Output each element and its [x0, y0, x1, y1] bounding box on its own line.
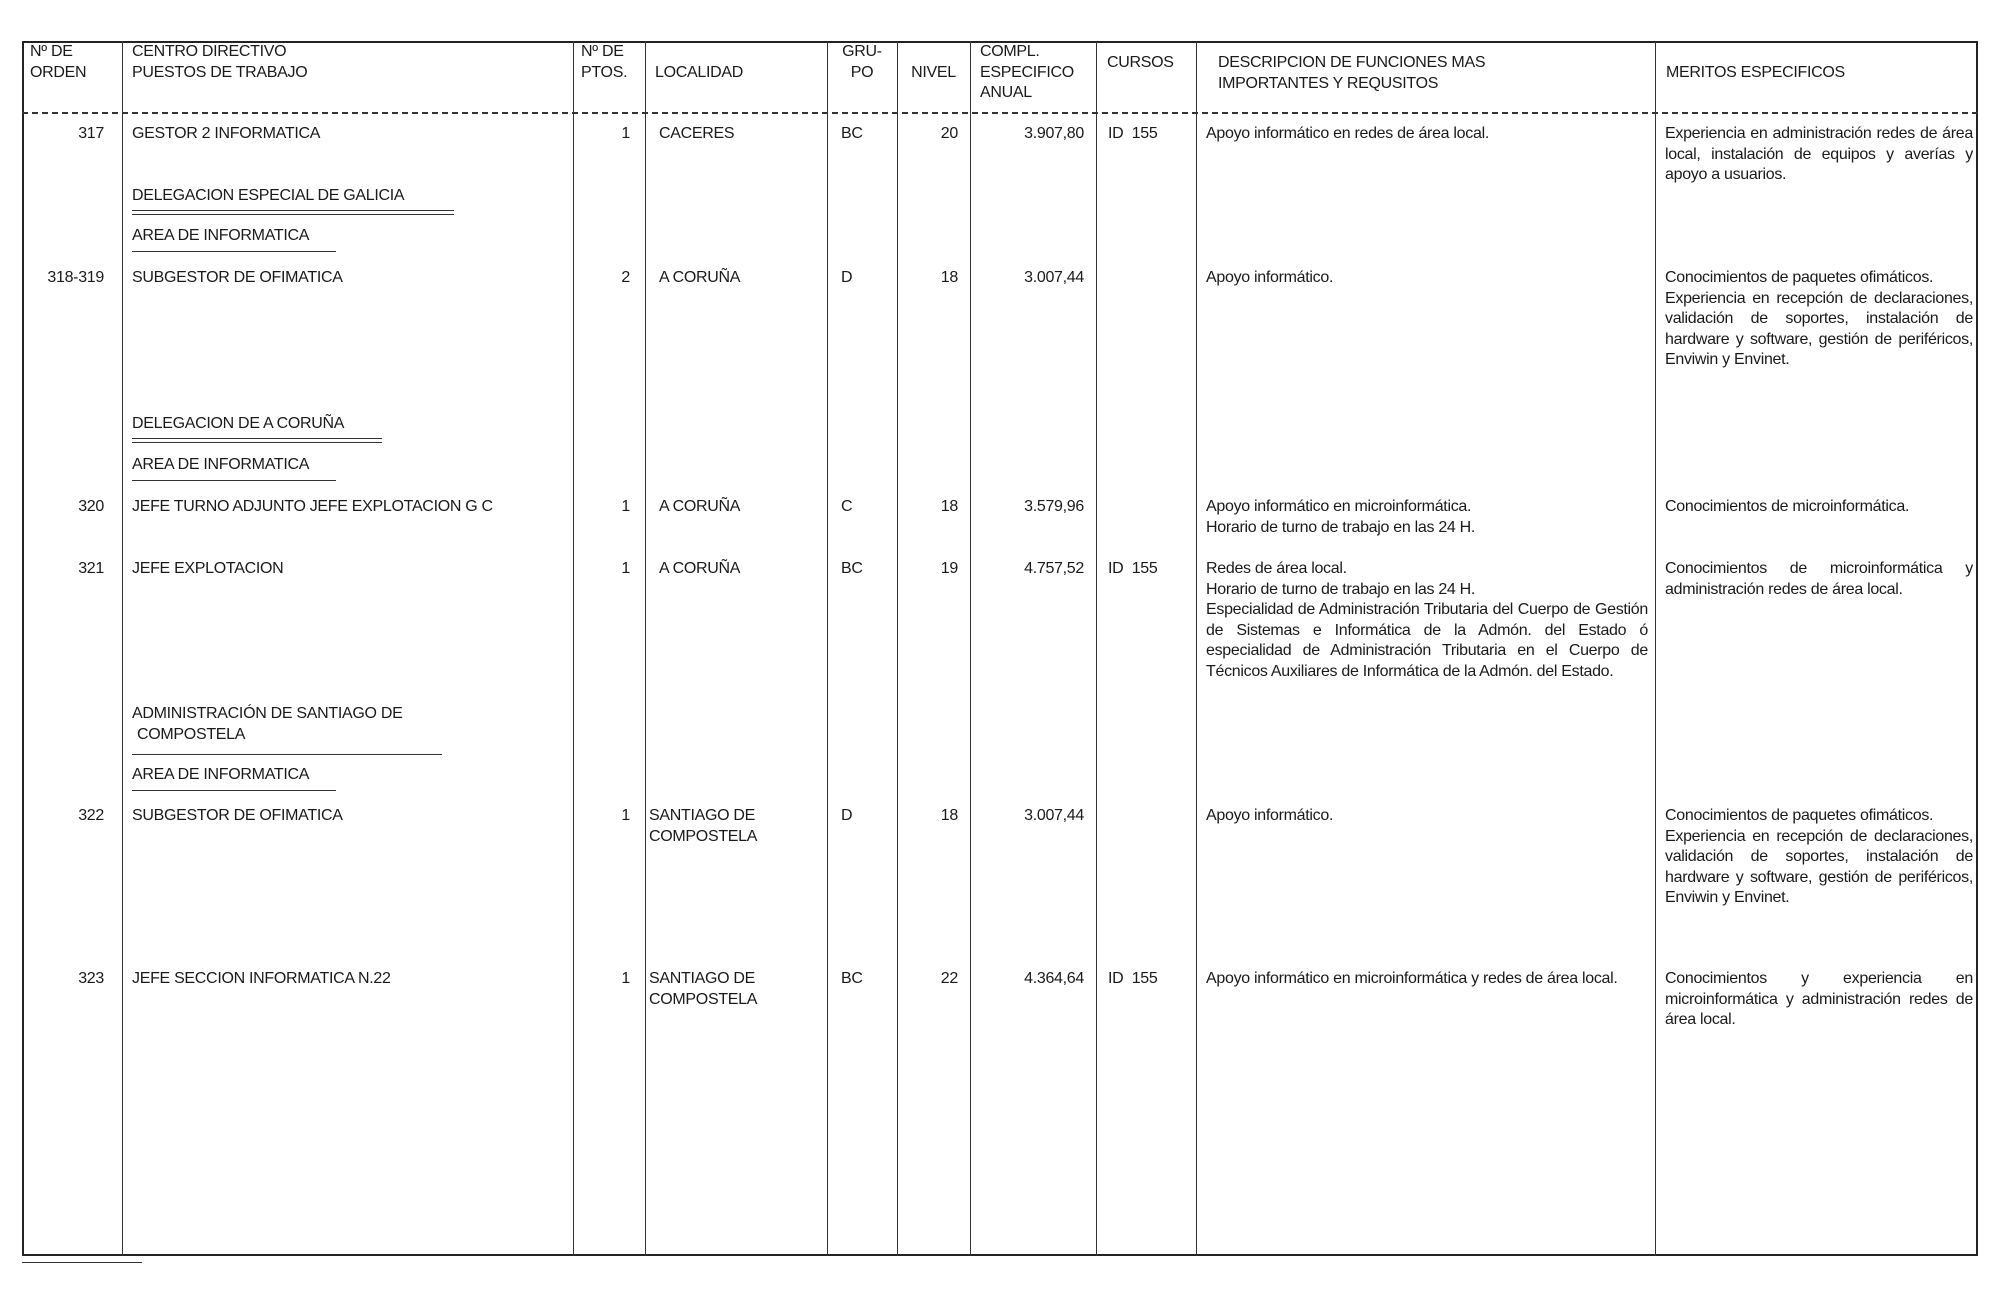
header-text: DESCRIPCION DE FUNCIONES MAS	[1218, 54, 1486, 71]
cell-descripcion	[1206, 806, 1648, 827]
column-divider	[122, 41, 123, 1256]
underline	[132, 754, 442, 755]
column-divider	[897, 41, 898, 1256]
cell-cursos: ID 155	[1108, 560, 1158, 577]
cell-localidad	[649, 969, 757, 1010]
meritos-paragraph: Conocimientos de paquetes ofimáticos.	[1665, 269, 1934, 286]
meritos-paragraph: Experiencia en recepción de declaraciones, validación de soportes, instalación de hardware y software, gestión de periféricos, Enviwin y Envinet.	[1665, 289, 1973, 368]
cell-puesto: SUBGESTOR DE OFIMATICA	[132, 269, 343, 286]
cell-nivel: 18	[940, 807, 958, 824]
header-text: PUESTOS DE TRABAJO	[132, 63, 308, 81]
column-divider	[645, 41, 646, 1256]
header-meritos: MERITOS ESPECIFICOS	[1666, 64, 1845, 81]
cell-orden: 322	[78, 807, 104, 824]
cell-grupo: C	[841, 498, 853, 515]
cell-cursos: ID 155	[1108, 125, 1158, 142]
header-localidad: LOCALIDAD	[655, 64, 743, 81]
column-divider	[1655, 41, 1656, 1256]
cell-meritos	[1665, 806, 1973, 909]
cell-localidad: A CORUÑA	[659, 269, 741, 286]
header-centro	[132, 42, 307, 83]
section-coruna: DELEGACION DE A CORUÑA	[132, 415, 345, 432]
cell-localidad: CACERES	[659, 125, 735, 142]
descripcion-paragraph: Apoyo informático.	[1206, 807, 1334, 824]
header-compl	[980, 42, 1074, 104]
localidad-line: SANTIAGO DE	[649, 807, 756, 824]
cell-puesto: SUBGESTOR DE OFIMATICA	[132, 807, 343, 824]
cell-nivel: 18	[940, 269, 958, 286]
descripcion-paragraph: Apoyo informático en microinformática y redes de área local.	[1206, 970, 1618, 987]
cell-orden: 320	[78, 498, 104, 515]
cell-ptos: 1	[621, 970, 630, 987]
cell-grupo: BC	[841, 560, 863, 577]
cell-compl: 4.364,64	[1024, 970, 1084, 987]
meritos-paragraph: Conocimientos y experiencia en microinformática y administración redes de área local.	[1665, 970, 1973, 1028]
descripcion-paragraph: Apoyo informático en redes de área local.	[1206, 125, 1489, 142]
column-divider	[1096, 41, 1097, 1256]
header-text: ORDEN	[30, 63, 87, 81]
meritos-paragraph: Conocimientos de microinformática y administración redes de área local.	[1665, 560, 1973, 598]
cell-compl: 3.007,44	[1024, 269, 1084, 286]
cell-grupo: D	[841, 269, 853, 286]
underline	[132, 480, 336, 481]
localidad-line: COMPOSTELA	[649, 827, 758, 845]
double-underline	[132, 438, 382, 443]
cell-compl: 3.007,44	[1024, 807, 1084, 824]
cell-descripcion	[1206, 497, 1648, 538]
descripcion-paragraph: Especialidad de Administración Tributaria del Cuerpo de Gestión de Sistemas e Informática de la Admón. del Estado ó especialidad de Administración Tributaria en el Cuerpo de Técnicos Auxiliares de Informática de la Admón. del Estado.	[1206, 601, 1648, 680]
underline	[132, 251, 336, 252]
cell-compl: 3.907,80	[1024, 125, 1084, 142]
header-text: IMPORTANTES Y REQUSITOS	[1218, 74, 1439, 92]
cell-orden: 321	[78, 560, 104, 577]
cell-localidad: A CORUÑA	[659, 498, 741, 515]
header-text: ESPECIFICO	[980, 63, 1074, 81]
cell-ptos: 1	[621, 807, 630, 824]
double-underline	[132, 210, 454, 215]
cell-compl: 4.757,52	[1024, 560, 1084, 577]
cell-localidad	[649, 806, 757, 847]
header-text: ANUAL	[980, 84, 1032, 101]
cell-orden: 318-319	[47, 269, 104, 286]
cell-grupo: BC	[841, 970, 863, 987]
localidad-line: SANTIAGO DE	[649, 970, 756, 987]
header-divider	[22, 112, 1978, 114]
cell-orden: 317	[78, 125, 104, 142]
cell-localidad: A CORUÑA	[659, 560, 741, 577]
section-santiago	[132, 704, 402, 745]
cell-descripcion	[1206, 124, 1648, 145]
header-orden	[30, 42, 86, 83]
cell-ptos: 2	[621, 269, 630, 286]
header-text: Nº DE	[30, 43, 73, 60]
header-text: COMPL.	[980, 43, 1040, 60]
section-galicia-area: AREA DE INFORMATICA	[132, 227, 310, 244]
descripcion-paragraph: Apoyo informático.	[1206, 269, 1334, 286]
meritos-paragraph: Conocimientos de paquetes ofimáticos.	[1665, 807, 1934, 824]
cell-meritos	[1665, 124, 1973, 186]
column-divider	[970, 41, 971, 1256]
meritos-paragraph: Conocimientos de microinformática.	[1665, 498, 1910, 515]
section-galicia: DELEGACION ESPECIAL DE GALICIA	[132, 187, 405, 204]
cell-descripcion	[1206, 969, 1648, 990]
cell-ptos: 1	[621, 125, 630, 142]
cell-puesto: GESTOR 2 INFORMATICA	[132, 125, 321, 142]
header-ptos	[581, 42, 627, 83]
header-descripcion	[1218, 53, 1485, 94]
header-text: PO	[850, 63, 874, 81]
section-text: ADMINISTRACIÓN DE SANTIAGO DE	[132, 705, 403, 722]
header-text: Nº DE	[581, 43, 624, 60]
cell-nivel: 19	[940, 560, 958, 577]
cell-nivel: 18	[940, 498, 958, 515]
header-nivel: NIVEL	[911, 64, 956, 81]
cell-nivel: 20	[940, 125, 958, 142]
cell-meritos	[1665, 969, 1973, 1031]
localidad-line: COMPOSTELA	[649, 990, 758, 1008]
header-text: GRU-	[842, 43, 882, 60]
cell-puesto: JEFE EXPLOTACION	[132, 560, 284, 577]
cell-descripcion	[1206, 559, 1648, 682]
column-divider	[573, 41, 574, 1256]
header-text: PTOS.	[581, 63, 628, 81]
header-cursos: CURSOS	[1107, 54, 1174, 71]
descripcion-paragraph: Horario de turno de trabajo en las 24 H.	[1206, 518, 1476, 536]
section-text: COMPOSTELA	[137, 725, 246, 743]
descripcion-paragraph: Redes de área local.	[1206, 560, 1347, 577]
cell-ptos: 1	[621, 560, 630, 577]
meritos-paragraph: Experiencia en administración redes de área local, instalación de equipos y averías y apoyo a usuarios.	[1665, 125, 1973, 183]
descripcion-paragraph: Horario de turno de trabajo en las 24 H.	[1206, 580, 1476, 598]
cell-grupo: BC	[841, 125, 863, 142]
column-divider	[1196, 41, 1197, 1256]
cell-grupo: D	[841, 807, 853, 824]
section-santiago-area: AREA DE INFORMATICA	[132, 766, 310, 783]
cell-cursos: ID 155	[1108, 970, 1158, 987]
underline	[132, 790, 336, 791]
cell-meritos	[1665, 268, 1973, 371]
meritos-paragraph: Experiencia en recepción de declaraciones, validación de soportes, instalación de hardware y software, gestión de periféricos, Enviwin y Envinet.	[1665, 827, 1973, 906]
descripcion-paragraph: Apoyo informático en microinformática.	[1206, 498, 1472, 515]
cell-puesto: JEFE SECCION INFORMATICA N.22	[132, 970, 391, 987]
cell-ptos: 1	[621, 498, 630, 515]
cell-puesto: JEFE TURNO ADJUNTO JEFE EXPLOTACION G C	[132, 498, 493, 515]
header-grupo	[827, 42, 897, 83]
cell-meritos	[1665, 497, 1973, 518]
header-text: CENTRO DIRECTIVO	[132, 43, 287, 60]
footer-rule	[22, 1262, 142, 1263]
cell-nivel: 22	[940, 970, 958, 987]
table-frame	[22, 41, 1978, 1256]
cell-descripcion	[1206, 268, 1648, 289]
column-divider	[827, 41, 828, 1256]
section-coruna-area: AREA DE INFORMATICA	[132, 456, 310, 473]
cell-orden: 323	[78, 970, 104, 987]
cell-meritos	[1665, 559, 1973, 600]
cell-compl: 3.579,96	[1024, 498, 1084, 515]
